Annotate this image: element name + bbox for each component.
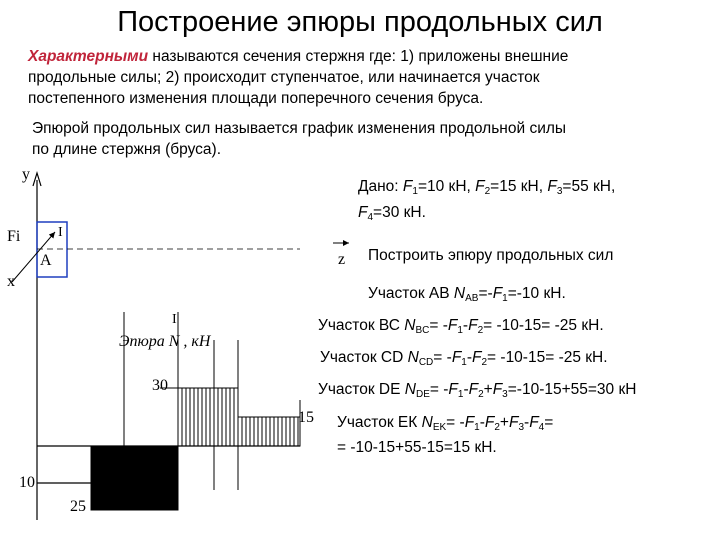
- section-bc-n-sub: BC: [415, 325, 430, 336]
- f2-symbol: F: [475, 178, 485, 195]
- axis-y-label: y: [22, 166, 30, 183]
- section-ek-mid3: -: [524, 414, 530, 431]
- section-de-f2-sub: 2: [478, 389, 484, 400]
- section-de-result: =-10-15+55=30 кН: [507, 381, 637, 398]
- section-de-f3: F: [492, 381, 503, 398]
- section-bc: [318, 317, 604, 336]
- section-de: [318, 381, 636, 400]
- section-ek-f4: F: [529, 414, 539, 431]
- section-de-f1: F: [448, 381, 458, 398]
- section-cd-n: N: [407, 349, 419, 366]
- epure-segment-bc-cd: [91, 446, 178, 510]
- section-ek-n-sub: EK: [432, 422, 447, 433]
- epure-segment-ab: [37, 446, 91, 483]
- section-de-mid2: +: [483, 381, 493, 398]
- f2-value: =15 кН,: [490, 178, 548, 195]
- section-de-formula: = -: [429, 381, 449, 398]
- section-ek-result: =: [544, 414, 554, 431]
- section-ek-n: N: [421, 414, 433, 431]
- section-cd-f2: F: [472, 349, 482, 366]
- axis-z-label: z: [338, 251, 346, 268]
- definition2-line1: Эпюрой продольных сил называется график изменения продольной силы: [32, 120, 567, 137]
- section-cd-mid: -: [466, 349, 473, 366]
- value-10: 10: [19, 474, 35, 491]
- section-de-mid1: -: [463, 381, 469, 398]
- value-30: 30: [152, 377, 168, 394]
- section-ek-f1: F: [464, 414, 475, 431]
- definition1-line2: продольные силы; 2) происходит ступенчатое, или начинается участок: [28, 69, 540, 86]
- section-ek-f2: F: [484, 414, 495, 431]
- section-bc-f2: F: [468, 317, 478, 334]
- section-cd-f1: F: [451, 349, 462, 366]
- f3-symbol: F: [547, 178, 557, 195]
- section-de-n: N: [404, 381, 416, 398]
- section-cd-label: Участок CD: [320, 349, 408, 366]
- section-cd: [320, 349, 608, 368]
- f4-subscript: 4: [367, 212, 374, 223]
- section-ab-n: N: [453, 285, 466, 302]
- section-de-f3-sub: 3: [502, 389, 508, 400]
- epure-tick: I: [172, 312, 177, 327]
- section-bc-mid: -: [462, 317, 469, 334]
- f3-subscript: 3: [556, 186, 563, 197]
- section-de-f2: F: [468, 381, 479, 398]
- section-ek-f3-sub: 3: [518, 422, 525, 433]
- section-bc-result: = -10-15= -25 кН.: [483, 317, 604, 334]
- section-bc-f2-sub: 2: [477, 325, 484, 336]
- f4-symbol: F: [358, 204, 368, 221]
- section-bc-label: Участок ВС: [318, 317, 405, 334]
- section-ab-result: =-10 кН.: [507, 285, 566, 302]
- given-block: [358, 176, 615, 228]
- section-ab-formula: =-: [478, 285, 493, 302]
- section-ek: [337, 413, 553, 458]
- section-ek-mid2: +: [499, 414, 509, 431]
- highlight-term: Характерными: [28, 48, 149, 65]
- f1-symbol: F: [402, 178, 413, 195]
- section-ek-f1-sub: 1: [474, 422, 480, 433]
- definition1-line3: постепенного изменения площади поперечного сечения бруса.: [28, 90, 484, 107]
- point-a-label: A: [40, 252, 52, 269]
- f3-value: =55 кН,: [562, 178, 616, 195]
- section-de-n-sub: DE: [415, 389, 430, 400]
- section-ek-label: Участок ЕК: [337, 414, 422, 431]
- definition2-line2: по длине стержня (бруса).: [32, 141, 221, 158]
- page-title: Построение эпюры продольных сил: [117, 6, 603, 38]
- definition1-line1: называются сечения стержня где: 1) приложены внешние: [148, 48, 569, 65]
- section-cd-formula: = -: [433, 349, 452, 366]
- section-cd-result: = -10-15= -25 кН.: [487, 349, 608, 366]
- section-ab-label: Участок АВ: [368, 285, 454, 302]
- section-de-f1-sub: 1: [457, 389, 464, 400]
- f1-subscript: 1: [412, 186, 418, 197]
- axis-x-label: x: [7, 273, 15, 290]
- section-bc-formula: = -: [429, 317, 448, 334]
- section-bc-f1-sub: 1: [457, 325, 463, 336]
- section-ek-f2-sub: 2: [494, 422, 500, 433]
- section-ab-n-sub: AB: [465, 293, 479, 304]
- section-bc-n: N: [404, 317, 416, 334]
- section-ek-line2: = -10-15+55-15=15 кН.: [337, 439, 497, 456]
- f2-subscript: 2: [484, 186, 491, 197]
- force-label: Fi: [7, 228, 21, 245]
- section-ab: [368, 285, 566, 304]
- f4-value: =30 кН.: [373, 204, 426, 221]
- section-cd-f1-sub: 1: [461, 357, 467, 368]
- section-ek-mid1: -: [479, 414, 485, 431]
- section-cd-n-sub: CD: [418, 357, 434, 368]
- epure-segment-de: [178, 388, 238, 446]
- section-ek-formula: = -: [446, 414, 465, 431]
- task-text: Построить эпюру продольных сил: [368, 247, 614, 264]
- section-cd-f2-sub: 2: [481, 357, 488, 368]
- section-bc-f1: F: [447, 317, 458, 334]
- section-de-label: Участок DE: [318, 381, 405, 398]
- section-ek-f3: F: [508, 414, 519, 431]
- f1-value: =10 кН,: [417, 178, 476, 195]
- epure-segment-ek: [238, 417, 300, 446]
- section-ab-f: F: [492, 285, 503, 302]
- value-25: 25: [70, 498, 86, 515]
- epure-label: Эпюра N , кН: [119, 333, 211, 350]
- section-ek-f4-sub: 4: [538, 422, 545, 433]
- given-prefix: Дано:: [358, 178, 403, 195]
- section-ab-f-sub: 1: [502, 293, 508, 304]
- value-15: 15: [298, 409, 314, 426]
- point-label-partial: I: [58, 225, 63, 240]
